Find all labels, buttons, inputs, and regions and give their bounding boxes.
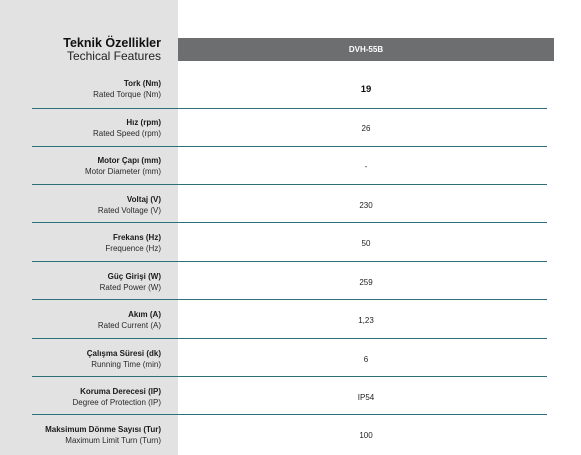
- spec-value: IP54: [357, 392, 375, 402]
- row-divider: [32, 222, 547, 223]
- spec-label: [0, 147, 161, 185]
- spec-label-en: Rated Current (A): [97, 321, 161, 330]
- row-divider: [32, 338, 547, 339]
- spec-label-en: Maximum Limit Turn (Turn): [65, 436, 161, 445]
- spec-row-running-time: [0, 340, 554, 378]
- row-divider: [32, 414, 547, 415]
- spec-value: 230: [359, 200, 373, 210]
- spec-row-motor-diameter: [0, 147, 554, 185]
- spec-value: 259: [359, 277, 373, 287]
- spec-value: 6: [363, 354, 369, 364]
- spec-label-tr: Tork (Nm): [123, 79, 161, 88]
- spec-row-torque: [0, 70, 554, 108]
- spec-label: [0, 378, 161, 416]
- spec-value: 19: [360, 83, 372, 95]
- spec-label-en: Motor Diameter (mm): [84, 167, 161, 176]
- spec-value: 100: [359, 430, 373, 440]
- product-header: [178, 38, 554, 61]
- spec-label: [0, 70, 161, 108]
- spec-label-tr: Güç Girişi (W): [107, 272, 161, 281]
- spec-label: [0, 301, 161, 339]
- row-divider: [32, 261, 547, 262]
- spec-label-tr: Maksimum Dönme Sayısı (Tur): [45, 425, 161, 434]
- spec-label-tr: Çalışma Süresi (dk): [86, 349, 161, 358]
- spec-label-en: Rated Torque (Nm): [93, 90, 161, 99]
- product-model: DVH-55B: [348, 45, 384, 54]
- spec-value: 50: [361, 238, 371, 248]
- spec-label-tr: Voltaj (V): [126, 195, 161, 204]
- spec-row-frequency: [0, 224, 554, 262]
- spec-label-tr: Akım (A): [128, 310, 161, 319]
- spec-label-tr: Koruma Derecesi (IP): [80, 387, 161, 396]
- spec-value: -: [364, 161, 368, 171]
- spec-label-tr: Motor Çapı (mm): [97, 156, 161, 165]
- title-turkish: Teknik Özellikler: [63, 36, 161, 50]
- spec-label-en: Rated Speed (rpm): [92, 129, 161, 138]
- spec-label-en: Rated Power (W): [99, 283, 161, 292]
- spec-label-en: Frequence (Hz): [105, 244, 161, 253]
- spec-label: [0, 109, 161, 147]
- spec-label-en: Rated Voltage (V): [97, 206, 161, 215]
- spec-row-power: [0, 263, 554, 301]
- spec-row-max-turn: [0, 416, 554, 454]
- spec-label-en: Degree of Protection (IP): [72, 398, 161, 407]
- spec-row-speed: [0, 109, 554, 147]
- spec-row-voltage: [0, 186, 554, 224]
- spec-value: 26: [361, 123, 371, 133]
- row-divider: [32, 184, 547, 185]
- spec-value: 1,23: [358, 315, 374, 325]
- row-divider: [32, 376, 547, 377]
- spec-label: [0, 186, 161, 224]
- spec-label: [0, 263, 161, 301]
- spec-row-protection: [0, 378, 554, 416]
- section-title: [0, 37, 161, 63]
- spec-label-tr: Hız (rpm): [126, 118, 161, 127]
- row-divider: [32, 299, 547, 300]
- spec-label-en: Running Time (min): [91, 360, 161, 369]
- spec-row-current: [0, 301, 554, 339]
- title-english: Techical Features: [66, 49, 161, 63]
- spec-label: [0, 340, 161, 378]
- spec-label: [0, 224, 161, 262]
- spec-label: [0, 416, 161, 454]
- spec-label-tr: Frekans (Hz): [112, 233, 161, 242]
